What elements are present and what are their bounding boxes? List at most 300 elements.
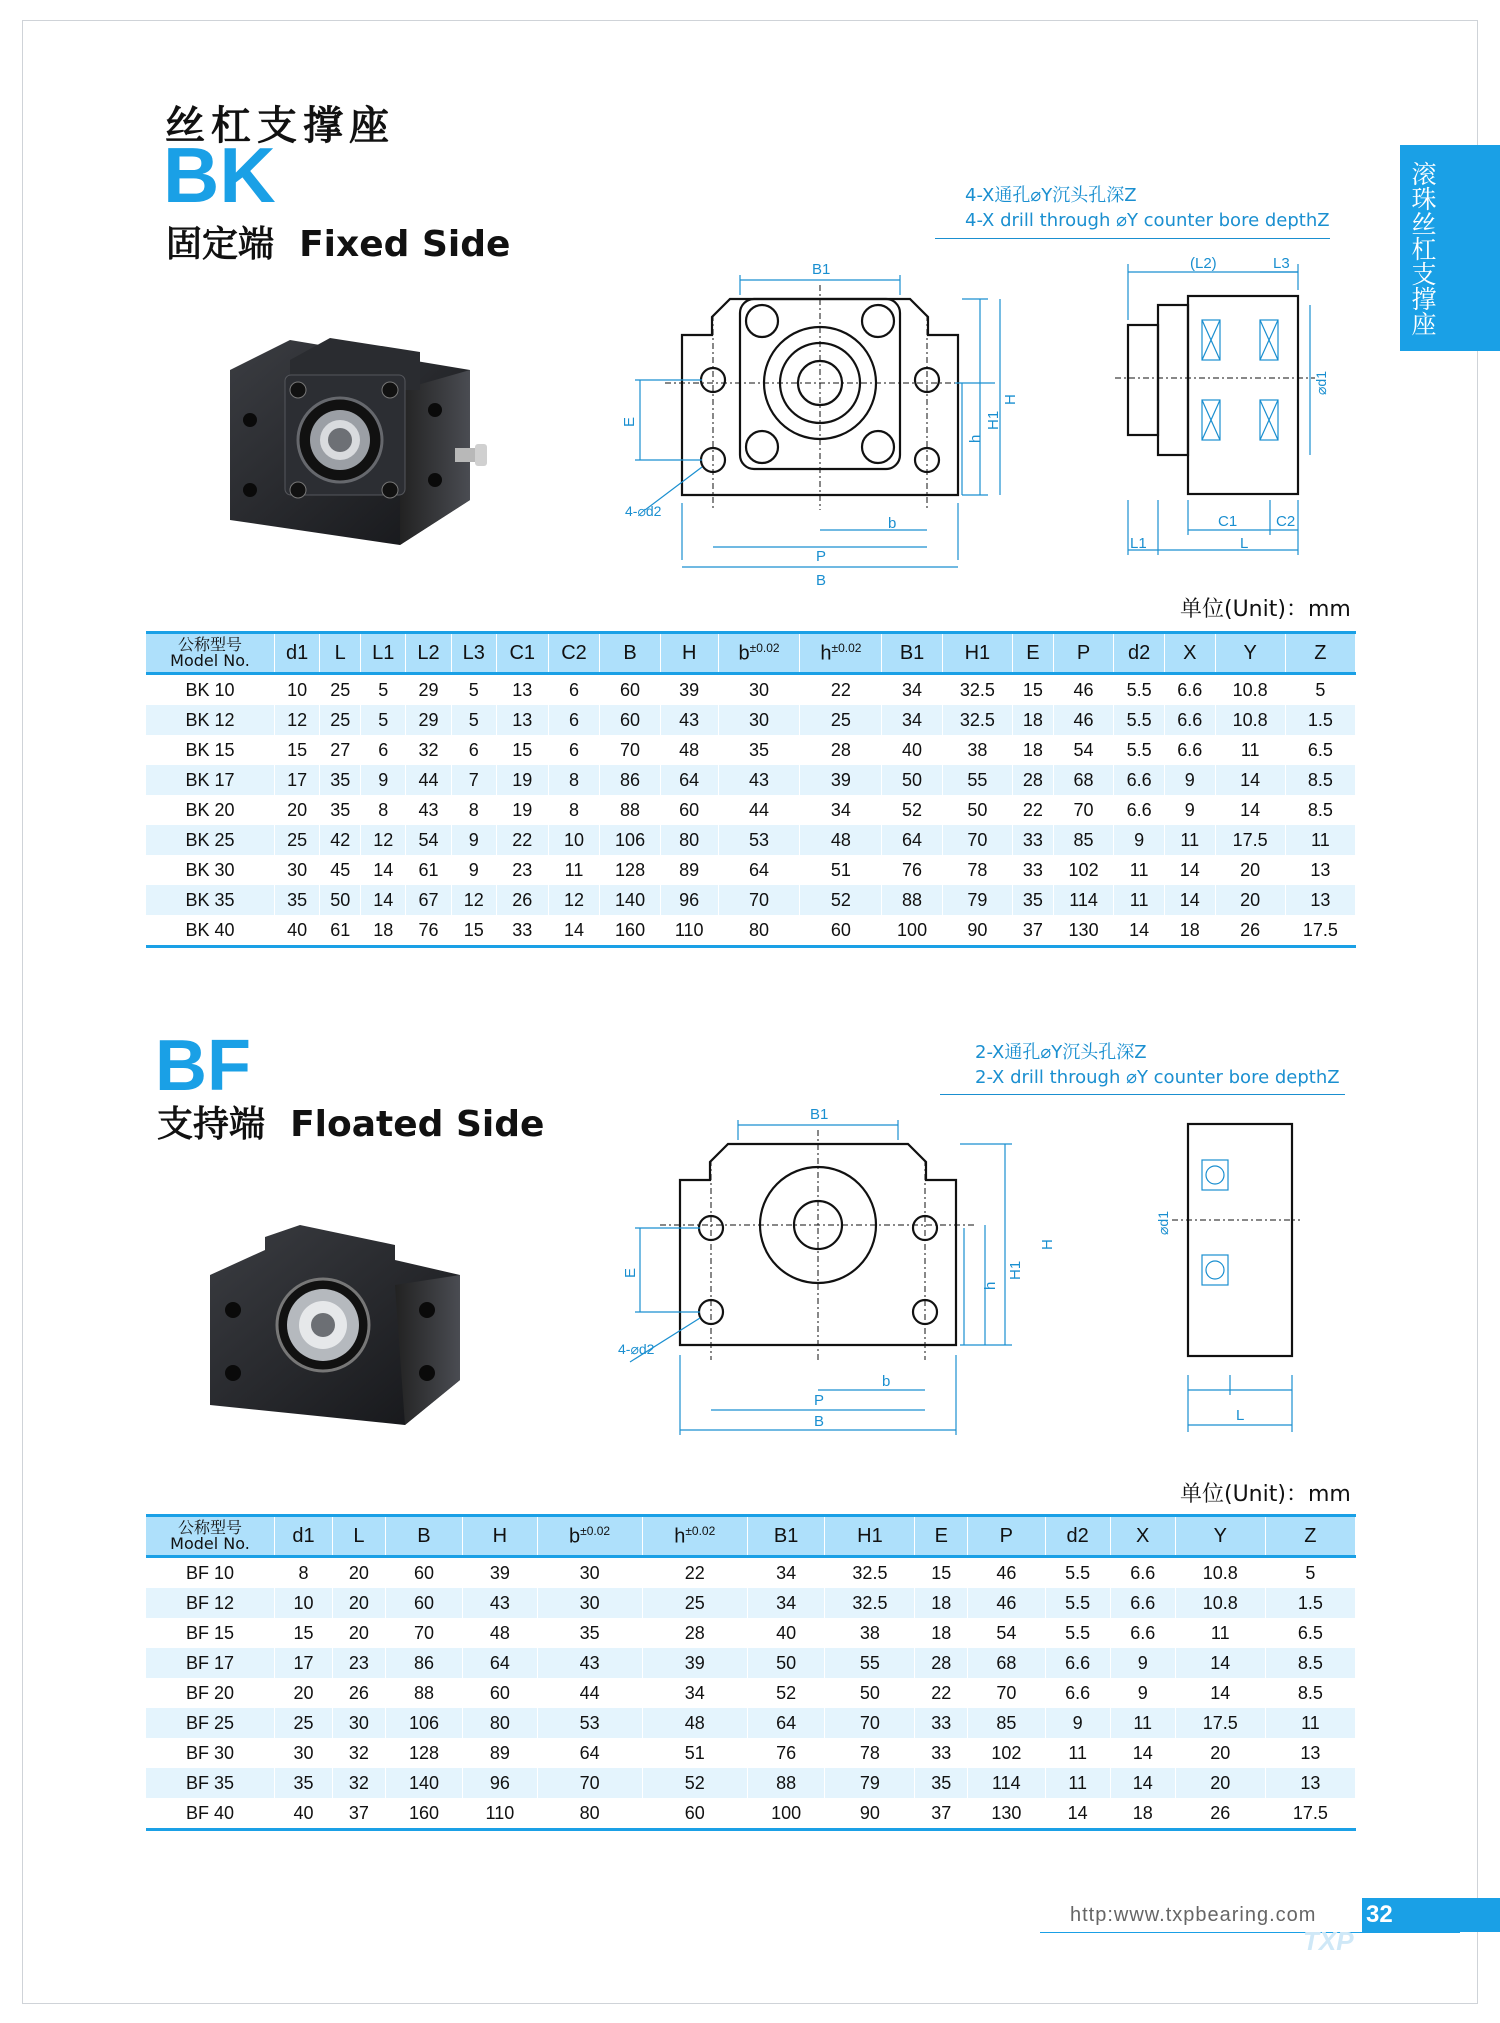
table-cell: 44	[718, 795, 800, 825]
bf-dim-d2: 4-⌀d2	[618, 1341, 655, 1357]
table-cell: 6.6	[1045, 1648, 1110, 1678]
bf-col-header: L	[333, 1516, 386, 1557]
table-cell: 6	[548, 705, 600, 735]
table-row	[146, 735, 1356, 765]
table-cell: 48	[660, 735, 718, 765]
table-cell: 32	[333, 1768, 386, 1798]
table-cell: 50	[942, 795, 1012, 825]
table-cell: 5.5	[1045, 1588, 1110, 1618]
table-cell: 11	[1175, 1618, 1265, 1648]
table-cell: 60	[385, 1588, 463, 1618]
table-cell: 22	[642, 1557, 747, 1589]
table-cell: 46	[1053, 674, 1113, 706]
bf-col-header: Y	[1175, 1516, 1265, 1557]
table-cell: 6.6	[1110, 1588, 1175, 1618]
table-row	[146, 825, 1356, 855]
bf-subtitle: 支持端 Floated Side	[157, 1104, 545, 1145]
table-cell: 19	[496, 795, 548, 825]
table-cell: 60	[385, 1557, 463, 1589]
bf-col-header: d2	[1045, 1516, 1110, 1557]
table-cell: 14	[1164, 885, 1215, 915]
table-cell: 45	[320, 855, 361, 885]
table-cell: 88	[385, 1678, 463, 1708]
table-cell: 140	[600, 885, 660, 915]
table-cell: 46	[1053, 705, 1113, 735]
table-cell: 15	[275, 1618, 333, 1648]
table-cell: 8.5	[1285, 765, 1355, 795]
bk-note-en: 4-X drill through ⌀Y counter bore depthZ	[965, 210, 1330, 231]
table-cell: 12	[275, 705, 320, 735]
table-cell: 110	[463, 1798, 537, 1830]
table-cell: 68	[968, 1648, 1046, 1678]
table-cell: 67	[406, 885, 451, 915]
table-cell: 8.5	[1265, 1648, 1355, 1678]
table-cell: 53	[537, 1708, 642, 1738]
table-cell: 50	[320, 885, 361, 915]
table-cell: 17	[275, 1648, 333, 1678]
table-cell: 20	[1175, 1738, 1265, 1768]
bf-dim-H: H	[1039, 1239, 1056, 1250]
table-cell: 70	[825, 1708, 915, 1738]
table-cell: 6.6	[1114, 795, 1165, 825]
brand-watermark: TXP	[1303, 1926, 1354, 1956]
table-cell: 64	[718, 855, 800, 885]
bf-product-photo	[205, 1225, 475, 1430]
table-cell: 6	[548, 674, 600, 706]
table-cell: 6.5	[1285, 735, 1355, 765]
table-cell: 160	[385, 1798, 463, 1830]
table-cell: 30	[275, 855, 320, 885]
table-cell: 18	[1012, 735, 1053, 765]
table-cell: 20	[333, 1557, 386, 1589]
table-cell: 34	[642, 1678, 747, 1708]
table-cell: 8	[451, 795, 496, 825]
table-cell: 18	[1164, 915, 1215, 947]
table-cell: 106	[385, 1708, 463, 1738]
table-cell: 52	[800, 885, 882, 915]
table-cell: 5	[451, 674, 496, 706]
table-cell: 5	[361, 674, 406, 706]
table-cell: 1.5	[1265, 1588, 1355, 1618]
table-cell: 32.5	[942, 674, 1012, 706]
table-cell: 6	[361, 735, 406, 765]
table-cell: 48	[642, 1708, 747, 1738]
table-cell: 42	[320, 825, 361, 855]
table-cell: 25	[320, 674, 361, 706]
table-cell: 50	[825, 1678, 915, 1708]
table-cell: 15	[451, 915, 496, 947]
table-cell: 60	[600, 674, 660, 706]
table-cell: 80	[463, 1708, 537, 1738]
bk-code: BK	[163, 131, 276, 219]
table-cell: 19	[496, 765, 548, 795]
table-cell: 54	[1053, 735, 1113, 765]
table-cell: 25	[275, 1708, 333, 1738]
model-cell: BK 20	[146, 795, 275, 825]
model-cell: BK 15	[146, 735, 275, 765]
table-cell: 35	[320, 795, 361, 825]
table-row	[146, 765, 1356, 795]
table-row	[146, 1768, 1356, 1798]
table-cell: 6.6	[1164, 674, 1215, 706]
table-cell: 60	[463, 1678, 537, 1708]
table-cell: 13	[1285, 855, 1355, 885]
model-cell: BF 35	[146, 1768, 275, 1798]
bk-subtitle: 固定端 Fixed Side	[166, 224, 511, 265]
bk-col-header: d2	[1114, 633, 1165, 674]
table-cell: 17.5	[1285, 915, 1355, 947]
table-cell: 26	[333, 1678, 386, 1708]
table-cell: 13	[1265, 1768, 1355, 1798]
table-cell: 110	[660, 915, 718, 947]
table-cell: 14	[1114, 915, 1165, 947]
table-cell: 14	[1045, 1798, 1110, 1830]
table-cell: 50	[882, 765, 942, 795]
table-cell: 40	[275, 1798, 333, 1830]
table-cell: 35	[915, 1768, 968, 1798]
bk-col-header: d1	[275, 633, 320, 674]
table-cell: 64	[463, 1648, 537, 1678]
table-cell: 102	[968, 1738, 1046, 1768]
page-number: 32	[1366, 1901, 1393, 1928]
bk-col-header: $h^{\pm 0.02}$	[800, 633, 882, 674]
bf-front-drawing	[600, 1100, 1056, 1445]
table-cell: 11	[1215, 735, 1285, 765]
bf-col-header: X	[1110, 1516, 1175, 1557]
table-cell: 9	[1164, 765, 1215, 795]
table-row	[146, 1648, 1356, 1678]
page-title: 丝杠支撑座	[165, 103, 395, 149]
model-cell: BK 12	[146, 705, 275, 735]
table-cell: 14	[1110, 1768, 1175, 1798]
table-cell: 70	[942, 825, 1012, 855]
table-cell: 13	[496, 674, 548, 706]
table-cell: 25	[642, 1588, 747, 1618]
table-cell: 88	[747, 1768, 825, 1798]
model-cell: BF 10	[146, 1557, 275, 1589]
bf-col-header: P	[968, 1516, 1046, 1557]
table-cell: 26	[496, 885, 548, 915]
table-cell: 10.8	[1175, 1557, 1265, 1589]
table-cell: 30	[718, 674, 800, 706]
table-cell: 60	[642, 1798, 747, 1830]
table-cell: 50	[747, 1648, 825, 1678]
table-cell: 6.6	[1045, 1678, 1110, 1708]
table-cell: 64	[537, 1738, 642, 1768]
table-cell: 5	[361, 705, 406, 735]
model-cell: BF 30	[146, 1738, 275, 1768]
table-cell: 32	[406, 735, 451, 765]
table-row	[146, 795, 1356, 825]
table-cell: 70	[718, 885, 800, 915]
table-cell: 33	[1012, 825, 1053, 855]
table-cell: 34	[882, 674, 942, 706]
table-cell: 80	[718, 915, 800, 947]
bk-dim-h: h	[967, 434, 984, 443]
bk-dim-E: E	[621, 416, 638, 427]
table-cell: 90	[825, 1798, 915, 1830]
table-cell: 88	[600, 795, 660, 825]
bf-side-drawing	[1150, 1120, 1300, 1440]
bk-col-header: H1	[942, 633, 1012, 674]
bk-col-header: Y	[1215, 633, 1285, 674]
table-cell: 128	[385, 1738, 463, 1768]
table-cell: 78	[942, 855, 1012, 885]
table-cell: 34	[747, 1588, 825, 1618]
table-cell: 51	[642, 1738, 747, 1768]
bf-dim-P: P	[814, 1392, 825, 1409]
bk-col-header: C1	[496, 633, 548, 674]
table-cell: 30	[275, 1738, 333, 1768]
table-cell: 79	[942, 885, 1012, 915]
table-cell: 20	[275, 795, 320, 825]
bk-col-header: C2	[548, 633, 600, 674]
side-tab-label: 滚珠丝杠支撑座	[1408, 160, 1437, 336]
bf-dim-B1: B1	[810, 1106, 829, 1123]
table-cell: 9	[1114, 825, 1165, 855]
table-cell: 11	[1045, 1768, 1110, 1798]
table-cell: 76	[747, 1738, 825, 1768]
table-cell: 60	[660, 795, 718, 825]
table-cell: 34	[882, 705, 942, 735]
bf-dim-B: B	[814, 1413, 825, 1430]
table-cell: 11	[1045, 1738, 1110, 1768]
table-cell: 18	[915, 1588, 968, 1618]
table-cell: 39	[642, 1648, 747, 1678]
table-cell: 46	[968, 1588, 1046, 1618]
bf-dim-H1: H1	[1007, 1260, 1024, 1280]
bk-spec-table	[146, 631, 1356, 948]
table-cell: 102	[1053, 855, 1113, 885]
table-cell: 17.5	[1215, 825, 1285, 855]
bk-col-header: B	[600, 633, 660, 674]
table-cell: 29	[406, 674, 451, 706]
table-cell: 64	[660, 765, 718, 795]
table-cell: 11	[1285, 825, 1355, 855]
bf-note-en: 2-X drill through ⌀Y counter bore depthZ	[975, 1067, 1340, 1088]
table-cell: 43	[406, 795, 451, 825]
table-cell: 35	[320, 765, 361, 795]
table-cell: 40	[882, 735, 942, 765]
footer-rule	[1040, 1932, 1460, 1933]
table-cell: 114	[968, 1768, 1046, 1798]
table-cell: 70	[537, 1768, 642, 1798]
table-cell: 9	[361, 765, 406, 795]
bk-dim-L3: L3	[1273, 255, 1290, 272]
bf-note-cn: 2-X通孔⌀Y沉头孔深Z	[975, 1042, 1147, 1063]
model-cell: BF 40	[146, 1798, 275, 1830]
table-cell: 9	[1045, 1708, 1110, 1738]
table-cell: 70	[600, 735, 660, 765]
table-cell: 8.5	[1265, 1678, 1355, 1708]
table-cell: 13	[496, 705, 548, 735]
table-cell: 96	[463, 1768, 537, 1798]
table-cell: 39	[800, 765, 882, 795]
model-cell: BF 25	[146, 1708, 275, 1738]
bf-dim-h: h	[982, 1281, 999, 1290]
table-cell: 17	[275, 765, 320, 795]
table-cell: 8	[361, 795, 406, 825]
bf-model-header: 公称型号 Model No.	[146, 1516, 275, 1557]
table-cell: 52	[747, 1678, 825, 1708]
table-row	[146, 855, 1356, 885]
bk-side-drawing	[1110, 250, 1330, 560]
table-cell: 12	[451, 885, 496, 915]
table-cell: 79	[825, 1768, 915, 1798]
model-cell: BK 30	[146, 855, 275, 885]
table-cell: 51	[800, 855, 882, 885]
table-cell: 128	[600, 855, 660, 885]
table-cell: 89	[660, 855, 718, 885]
table-cell: 8.5	[1285, 795, 1355, 825]
table-cell: 23	[496, 855, 548, 885]
table-row	[146, 1798, 1356, 1830]
table-cell: 48	[463, 1618, 537, 1648]
table-cell: 6.6	[1164, 705, 1215, 735]
table-cell: 30	[333, 1708, 386, 1738]
table-cell: 26	[1215, 915, 1285, 947]
model-cell: BK 25	[146, 825, 275, 855]
table-cell: 20	[1215, 855, 1285, 885]
table-cell: 28	[800, 735, 882, 765]
table-cell: 80	[537, 1798, 642, 1830]
bk-dim-d2: 4-⌀d2	[625, 503, 662, 519]
table-cell: 10	[275, 1588, 333, 1618]
model-cell: BF 17	[146, 1648, 275, 1678]
table-cell: 43	[463, 1588, 537, 1618]
table-cell: 14	[1175, 1678, 1265, 1708]
table-cell: 85	[968, 1708, 1046, 1738]
table-cell: 12	[361, 825, 406, 855]
table-cell: 43	[718, 765, 800, 795]
table-cell: 32.5	[942, 705, 1012, 735]
table-cell: 20	[1215, 885, 1285, 915]
side-category-tab	[1400, 145, 1500, 351]
table-cell: 5.5	[1114, 674, 1165, 706]
table-cell: 33	[915, 1708, 968, 1738]
table-cell: 12	[548, 885, 600, 915]
table-cell: 14	[548, 915, 600, 947]
bk-col-header: L	[320, 633, 361, 674]
table-cell: 15	[915, 1557, 968, 1589]
table-cell: 9	[451, 825, 496, 855]
table-cell: 86	[385, 1648, 463, 1678]
table-cell: 17.5	[1175, 1708, 1265, 1738]
bf-col-header: H1	[825, 1516, 915, 1557]
table-cell: 14	[361, 885, 406, 915]
bk-col-header: B1	[882, 633, 942, 674]
table-cell: 13	[1285, 885, 1355, 915]
table-cell: 76	[882, 855, 942, 885]
table-cell: 88	[882, 885, 942, 915]
table-row	[146, 1738, 1356, 1768]
table-cell: 38	[942, 735, 1012, 765]
table-cell: 18	[1012, 705, 1053, 735]
table-cell: 10	[548, 825, 600, 855]
table-cell: 5.5	[1114, 705, 1165, 735]
table-cell: 5	[1285, 674, 1355, 706]
bk-col-header: E	[1012, 633, 1053, 674]
bf-col-header: E	[915, 1516, 968, 1557]
table-cell: 38	[825, 1618, 915, 1648]
bk-col-header: Z	[1285, 633, 1355, 674]
table-cell: 52	[882, 795, 942, 825]
table-cell: 53	[718, 825, 800, 855]
table-cell: 32.5	[825, 1588, 915, 1618]
bk-front-drawing	[610, 255, 1030, 590]
table-cell: 6.6	[1114, 765, 1165, 795]
bf-code: BF	[155, 1026, 251, 1106]
table-cell: 27	[320, 735, 361, 765]
table-cell: 86	[600, 765, 660, 795]
table-cell: 14	[1215, 765, 1285, 795]
table-cell: 37	[333, 1798, 386, 1830]
footer-url: http:www.txpbearing.com	[1070, 1904, 1317, 1926]
model-cell: BK 10	[146, 674, 275, 706]
table-cell: 9	[451, 855, 496, 885]
table-cell: 33	[915, 1738, 968, 1768]
table-cell: 11	[1164, 825, 1215, 855]
table-cell: 35	[275, 1768, 333, 1798]
table-cell: 15	[496, 735, 548, 765]
bk-dim-C1: C1	[1218, 513, 1238, 530]
table-cell: 28	[642, 1618, 747, 1648]
table-row	[146, 1678, 1356, 1708]
bf-dim-b: b	[882, 1373, 891, 1390]
table-cell: 32	[333, 1738, 386, 1768]
table-cell: 33	[496, 915, 548, 947]
table-cell: 22	[1012, 795, 1053, 825]
table-cell: 7	[451, 765, 496, 795]
bk-hole-note	[965, 183, 1330, 233]
table-cell: 1.5	[1285, 705, 1355, 735]
table-cell: 96	[660, 885, 718, 915]
bk-dim-H: H	[1002, 394, 1019, 405]
table-cell: 44	[406, 765, 451, 795]
table-row	[146, 1557, 1356, 1589]
table-cell: 61	[320, 915, 361, 947]
table-cell: 64	[747, 1708, 825, 1738]
table-cell: 30	[718, 705, 800, 735]
table-cell: 85	[1053, 825, 1113, 855]
bk-col-header: L3	[451, 633, 496, 674]
table-cell: 9	[1110, 1678, 1175, 1708]
table-cell: 54	[406, 825, 451, 855]
table-cell: 6.6	[1110, 1618, 1175, 1648]
table-cell: 28	[915, 1648, 968, 1678]
table-cell: 33	[1012, 855, 1053, 885]
table-cell: 20	[1175, 1768, 1265, 1798]
table-cell: 34	[800, 795, 882, 825]
table-cell: 8	[548, 765, 600, 795]
table-cell: 20	[333, 1588, 386, 1618]
table-cell: 48	[800, 825, 882, 855]
table-cell: 10.8	[1175, 1588, 1265, 1618]
table-cell: 25	[800, 705, 882, 735]
table-cell: 68	[1053, 765, 1113, 795]
bf-spec-table	[146, 1514, 1356, 1831]
table-cell: 5	[1265, 1557, 1355, 1589]
table-cell: 10.8	[1215, 705, 1285, 735]
table-cell: 30	[537, 1588, 642, 1618]
table-cell: 130	[1053, 915, 1113, 947]
table-cell: 8	[275, 1557, 333, 1589]
table-cell: 114	[1053, 885, 1113, 915]
bk-dim-B: B	[816, 572, 827, 589]
table-cell: 35	[275, 885, 320, 915]
table-cell: 130	[968, 1798, 1046, 1830]
bk-dim-L2: (L2)	[1190, 255, 1217, 272]
